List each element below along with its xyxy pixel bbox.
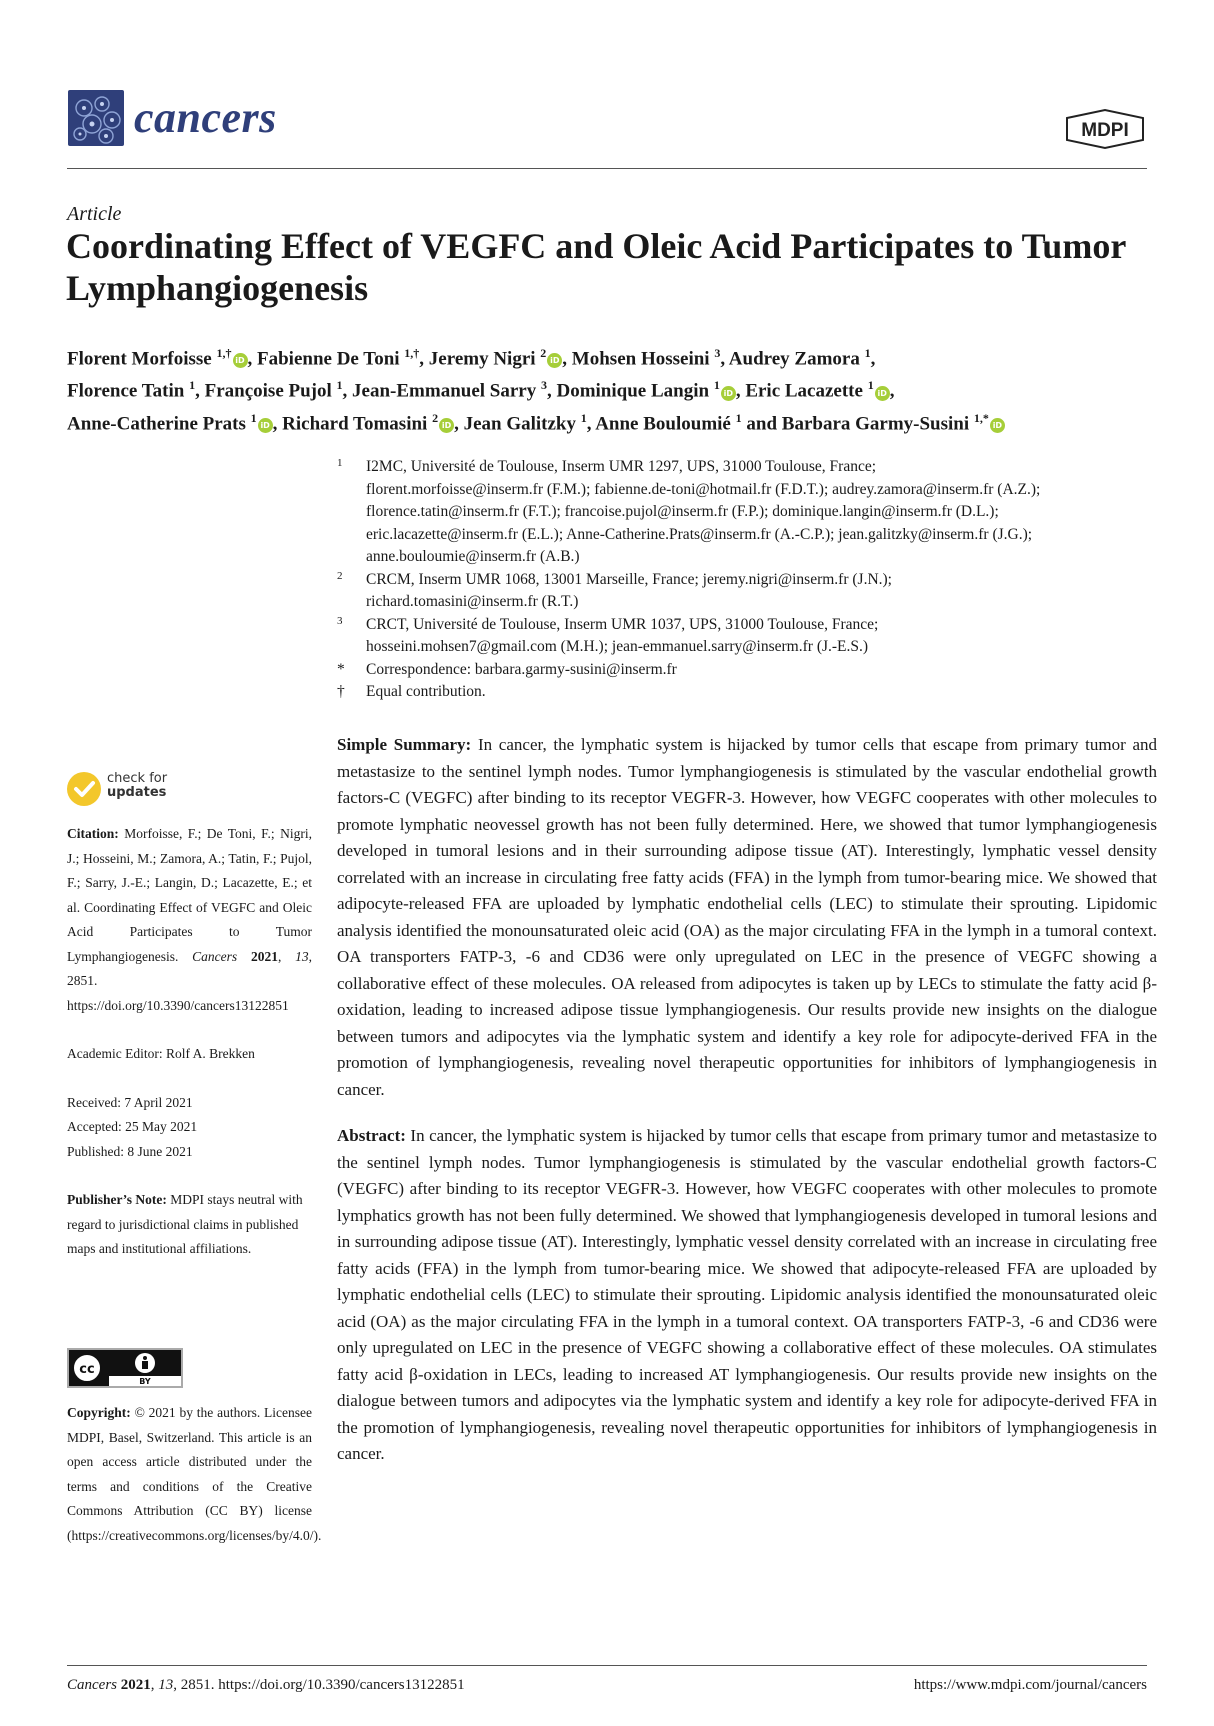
- check-updates-label[interactable]: [107, 772, 167, 800]
- author-separator: ,: [454, 412, 464, 434]
- footer-url[interactable]: https://www.mdpi.com/journal/cancers: [913, 1677, 1147, 1693]
- author-separator: ,: [586, 412, 596, 434]
- author-line: [67, 340, 1157, 372]
- affiliation-line: eric.lacazette@inserm.fr (E.L.); Anne-Catherine.Prats@inserm.fr (A.-C.P.); jean.galitzky@inserm.fr (J.G.);: [366, 525, 1033, 543]
- author-affiliation-mark: 1,*: [973, 410, 989, 425]
- author-name: Eric Lacazette: [745, 380, 868, 402]
- abstract-text: In cancer, the lymphatic system is hijacked by tumor cells that escape from primary tumor and metastasize to the sentinel lymph nodes. Tumor lymphangiogenesis is stimulated by the vascular endothelial growth factors-C (VEGFC) after binding to its receptor VEGFR-3. However, how VEGFC cooperates with other molecules to promote lymphatics growth has not been fully determined. We showed that lymphangiogenesis developed in tumoral lesions and in surrounding adipose tissue (AT). Interestingly, lymphatic vessel density correlated with an increase in circulating free fatty acids (FFA) in the lymph from tumor-bearing mice. We showed that adipocyte-released FFA are uploaded by lymphatic endothelial cells (LEC) to stimulate their sprouting. Lipidomic analysis identified the monounsaturated oleic acid (OA) as the major circulating FFA in the lymph in a tumoral context. OA transporters FATP-3, -6 and CD36 were only upregulated on LEC in the presence of VEGFC showing a collaborative effect of these molecules. OA stimulates fatty acid β-oxidation in LECs, leading to increased AT lymphangiogenesis. Our results provide new insights on the dialogue between tumors and adipocytes via the lymphatic system and identify a key role for adipocyte-derived FFA in the promotion of lymphangiogenesis, revealing novel therapeutic opportunities for inhibitors of lymphangiogenesis in cancer.: [337, 1126, 1157, 1463]
- author-affiliation-mark: 1,†: [216, 346, 232, 360]
- check-updates-line1: check for: [107, 771, 168, 786]
- author-separator: ,: [342, 380, 353, 402]
- author-name: Jean Galitzky: [463, 412, 581, 434]
- citation-volume: 13: [295, 948, 309, 964]
- author-line: [67, 405, 1157, 437]
- footer-year: 2021: [120, 1677, 151, 1693]
- orcid-icon[interactable]: iD: [990, 418, 1005, 433]
- author-affiliation-mark: 1: [580, 410, 587, 425]
- copyright-text: © 2021 by the authors. Licensee MDPI, Basel, Switzerland. This article is an open access article distributed under the terms and conditions of the Creative Commons Attribution (CC BY) license (https://creativecommons.org/licenses/by/4.0/).: [67, 1405, 322, 1543]
- citation-label: Citation:: [67, 826, 119, 841]
- cc-text: cc: [79, 1362, 95, 1377]
- author-line: [67, 372, 1157, 404]
- author-name: Mohsen Hosseini: [571, 348, 715, 370]
- affiliation-line: florent.morfoisse@inserm.fr (F.M.); fabienne.de-toni@hotmail.fr (F.D.T.); audrey.zamora@inserm.fr (A.Z.);: [366, 480, 1041, 498]
- affiliation-mark: 2: [337, 569, 343, 582]
- footer-citation: Cancers 2021, 13, 2851. https://doi.org/10.3390/cancers13122851: [67, 1677, 465, 1693]
- cc-by-license-badge[interactable]: [67, 1348, 183, 1388]
- author-list: [67, 340, 1157, 437]
- published-date: Published: 8 June 2021: [67, 1143, 193, 1159]
- header-divider: [67, 168, 1147, 169]
- orcid-icon[interactable]: iD: [875, 386, 890, 401]
- affiliation-line: CRCT, Université de Toulouse, Inserm UMR 1037, UPS, 31000 Toulouse, France;: [366, 615, 879, 633]
- affiliation-mark: 3: [337, 614, 343, 627]
- affiliation-line: richard.tomasini@inserm.fr (R.T.): [366, 593, 579, 610]
- author-separator: ,: [720, 348, 729, 370]
- author-affiliation-mark: 3: [540, 378, 547, 393]
- orcid-icon[interactable]: iD: [233, 353, 248, 368]
- author-affiliation-mark: 1: [250, 410, 257, 425]
- academic-editor: Academic Editor: Rolf A. Brekken: [67, 1046, 255, 1061]
- orcid-icon[interactable]: iD: [547, 353, 562, 368]
- author-name: Fabienne De Toni: [257, 348, 405, 370]
- author-affiliation-mark: 1: [713, 378, 720, 393]
- affiliation-mark: †: [337, 683, 345, 700]
- author-name: Anne Bouloumié: [595, 412, 736, 434]
- footer-divider: [67, 1665, 1147, 1666]
- author-affiliation-mark: 1: [864, 346, 871, 360]
- author-separator: and: [741, 412, 782, 434]
- author-separator: ,: [889, 380, 895, 402]
- author-name: Anne-Catherine Prats: [67, 412, 251, 434]
- citation-text: Morfoisse, F.; De Toni, F.; Nigri, J.; Hosseini, M.; Zamora, A.; Tatin, F.; Pujol, F.; Sarry, J.-E.; Langin, D.; Lacazette, E.; et al. Coordinating Effect of VEGFC and Oleic Acid Participates to Tumor Lymphangiogenesis.: [67, 826, 312, 964]
- citation: Citation: Morfoisse, F.; De Toni, F.; Nigri, J.; Hosseini, M.; Zamora, A.; Tatin, F.; Pujol, F.; Sarry, J.-E.; Langin, D.; Lacazette, E.; et al. Coordinating Effect of VEGFC and Oleic Acid Participates to Tumor Lymphangiogenesis. Cancers 2021, 13, 2851. https://doi.org/10.3390/cancers13122851: [67, 826, 313, 1013]
- author-affiliation-mark: 1: [735, 410, 742, 425]
- by-text: BY: [139, 1377, 151, 1386]
- citation-year: 2021: [250, 948, 278, 964]
- publisher-note-label: Publisher’s Note:: [67, 1192, 167, 1207]
- main-column: [337, 732, 1157, 1468]
- simple-summary: [337, 732, 1157, 1103]
- affiliation-item: [337, 681, 1157, 704]
- simple-summary-label: Simple Summary:: [337, 735, 472, 754]
- citation-doi[interactable]: 2851. https://doi.org/10.3390/cancers13122851: [67, 973, 289, 1013]
- article-title: Coordinating Effect of VEGFC and Oleic Acid Participates to Tumor Lymphangiogenesis: [66, 226, 1126, 308]
- affiliation-line: Equal contribution.: [366, 683, 486, 700]
- check-updates-icon[interactable]: [67, 772, 101, 806]
- orcid-icon[interactable]: iD: [439, 418, 454, 433]
- author-name: Florence Tatin: [67, 380, 190, 402]
- author-name: Barbara Garmy-Susini: [781, 412, 974, 434]
- author-name: Florent Morfoisse: [67, 348, 217, 370]
- affiliation-line: hosseini.mohsen7@gmail.com (M.H.); jean-emmanuel.sarry@inserm.fr (J.-E.S.): [366, 638, 869, 655]
- abstract: [337, 1123, 1157, 1468]
- affiliations: [337, 456, 1157, 704]
- author-affiliation-mark: 1: [867, 378, 874, 393]
- affiliation-line: CRCM, Inserm UMR 1068, 13001 Marseille, France; jeremy.nigri@inserm.fr (J.N.);: [366, 570, 892, 588]
- footer-volume: 13: [158, 1677, 174, 1693]
- journal-name: cancers: [134, 93, 277, 142]
- copyright-label: Copyright:: [67, 1405, 131, 1420]
- affiliation-mark: 1: [337, 457, 343, 469]
- author-separator: ,: [562, 348, 572, 370]
- received-date: Received: 7 April 2021: [67, 1094, 193, 1110]
- publisher-note: [67, 1188, 312, 1262]
- author-name: Richard Tomasini: [282, 412, 433, 434]
- author-separator: ,: [735, 380, 746, 402]
- affiliation-item: [337, 456, 1157, 569]
- author-separator: ,: [419, 348, 429, 370]
- affiliation-line: anne.bouloumie@inserm.fr (A.B.): [366, 548, 580, 565]
- footer-journal: Cancers: [67, 1677, 117, 1693]
- author-affiliation-mark: 3: [714, 346, 721, 360]
- author-affiliation-mark: 1,†: [404, 346, 420, 360]
- author-separator: ,: [272, 412, 283, 434]
- affiliation-item: [337, 614, 1157, 659]
- simple-summary-text: In cancer, the lymphatic system is hijacked by tumor cells that escape from primary tumor and metastasize to the sentinel lymph nodes. Tumor lymphangiogenesis is stimulated by the vascular endothelial growth factors-C (VEGFC) after binding to its receptor VEGFR-3. However, how VEGFC cooperates with other molecules to promote lymphatic neovessel growth has not been fully determined. Here, we showed that tumor lymphangiogenesis developed in tumoral lesions and in their surrounding adipose tissue (AT). Interestingly, lymphatic vessel density correlated with an increase in circulating free fatty acids (FFA) in the lymph from tumor-bearing mice. We showed that adipocyte-released FFA are uploaded by lymphatic endothelial cells (LEC) to stimulate their sprouting. Lipidomic analysis identified the monounsaturated oleic acid (OA) as the major circulating FFA in the lymph in a tumoral context. OA transporters FATP-3, -6 and CD36 were only upregulated on LEC in the presence of VEGFC showing a collaborative effect of these molecules. OA released from adipocytes is taken up by LECs to stimulate the fatty acid β-oxidation, leading to increased adipose tissue lymphangiogenesis. Our results provide new insights on the dialogue between tumors and adipocytes via the lymphatic system and identify a key role for adipocyte-derived FFA in the promotion of lymphangiogenesis, revealing novel therapeutic opportunities for inhibitors of lymphangiogenesis in cancer.: [337, 735, 1158, 1099]
- citation-journal: Cancers: [192, 948, 238, 964]
- publisher-name: MDPI: [1081, 120, 1129, 141]
- copyright: [67, 1401, 322, 1548]
- sidebar: [67, 822, 312, 1262]
- author-name: Dominique Langin: [556, 380, 714, 402]
- author-separator: ,: [195, 380, 205, 402]
- author-affiliation-mark: 1: [336, 378, 343, 393]
- author-name: Françoise Pujol: [204, 380, 337, 402]
- author-affiliation-mark: 2: [540, 346, 547, 360]
- author-separator: ,: [870, 348, 876, 370]
- orcid-icon[interactable]: iD: [721, 386, 736, 401]
- mdpi-logo: [1063, 108, 1147, 150]
- footer-doi[interactable]: , 2851. https://doi.org/10.3390/cancers13122851: [173, 1677, 465, 1693]
- author-name: Jean-Emmanuel Sarry: [352, 380, 541, 402]
- affiliation-mark: *: [337, 660, 345, 678]
- publisher-note-text: MDPI stays neutral with regard to jurisdictional claims in published maps and institutional affiliations.: [67, 1192, 303, 1256]
- check-updates-line2: updates: [107, 785, 167, 800]
- journal-logo-icon: [68, 90, 124, 146]
- author-separator: ,: [247, 348, 257, 370]
- affiliation-line: I2MC, Université de Toulouse, Inserm UMR 1297, UPS, 31000 Toulouse, France;: [366, 458, 877, 475]
- abstract-label: Abstract:: [337, 1126, 406, 1145]
- affiliation-line: Correspondence: barbara.garmy-susini@inserm.fr: [366, 660, 677, 678]
- affiliation-line: florence.tatin@inserm.fr (F.T.); francoise.pujol@inserm.fr (F.P.); dominique.langin@inserm.fr (D.L.);: [366, 503, 999, 520]
- accepted-date: Accepted: 25 May 2021: [67, 1119, 198, 1134]
- orcid-icon[interactable]: iD: [258, 418, 273, 433]
- author-name: Audrey Zamora: [728, 348, 865, 370]
- author-name: Jeremy Nigri: [428, 348, 541, 370]
- affiliation-item: [337, 569, 1157, 614]
- article-type: Article: [67, 203, 122, 225]
- author-separator: ,: [546, 380, 557, 402]
- affiliation-item: [337, 659, 1157, 682]
- author-affiliation-mark: 2: [432, 410, 439, 425]
- author-affiliation-mark: 1: [189, 378, 196, 393]
